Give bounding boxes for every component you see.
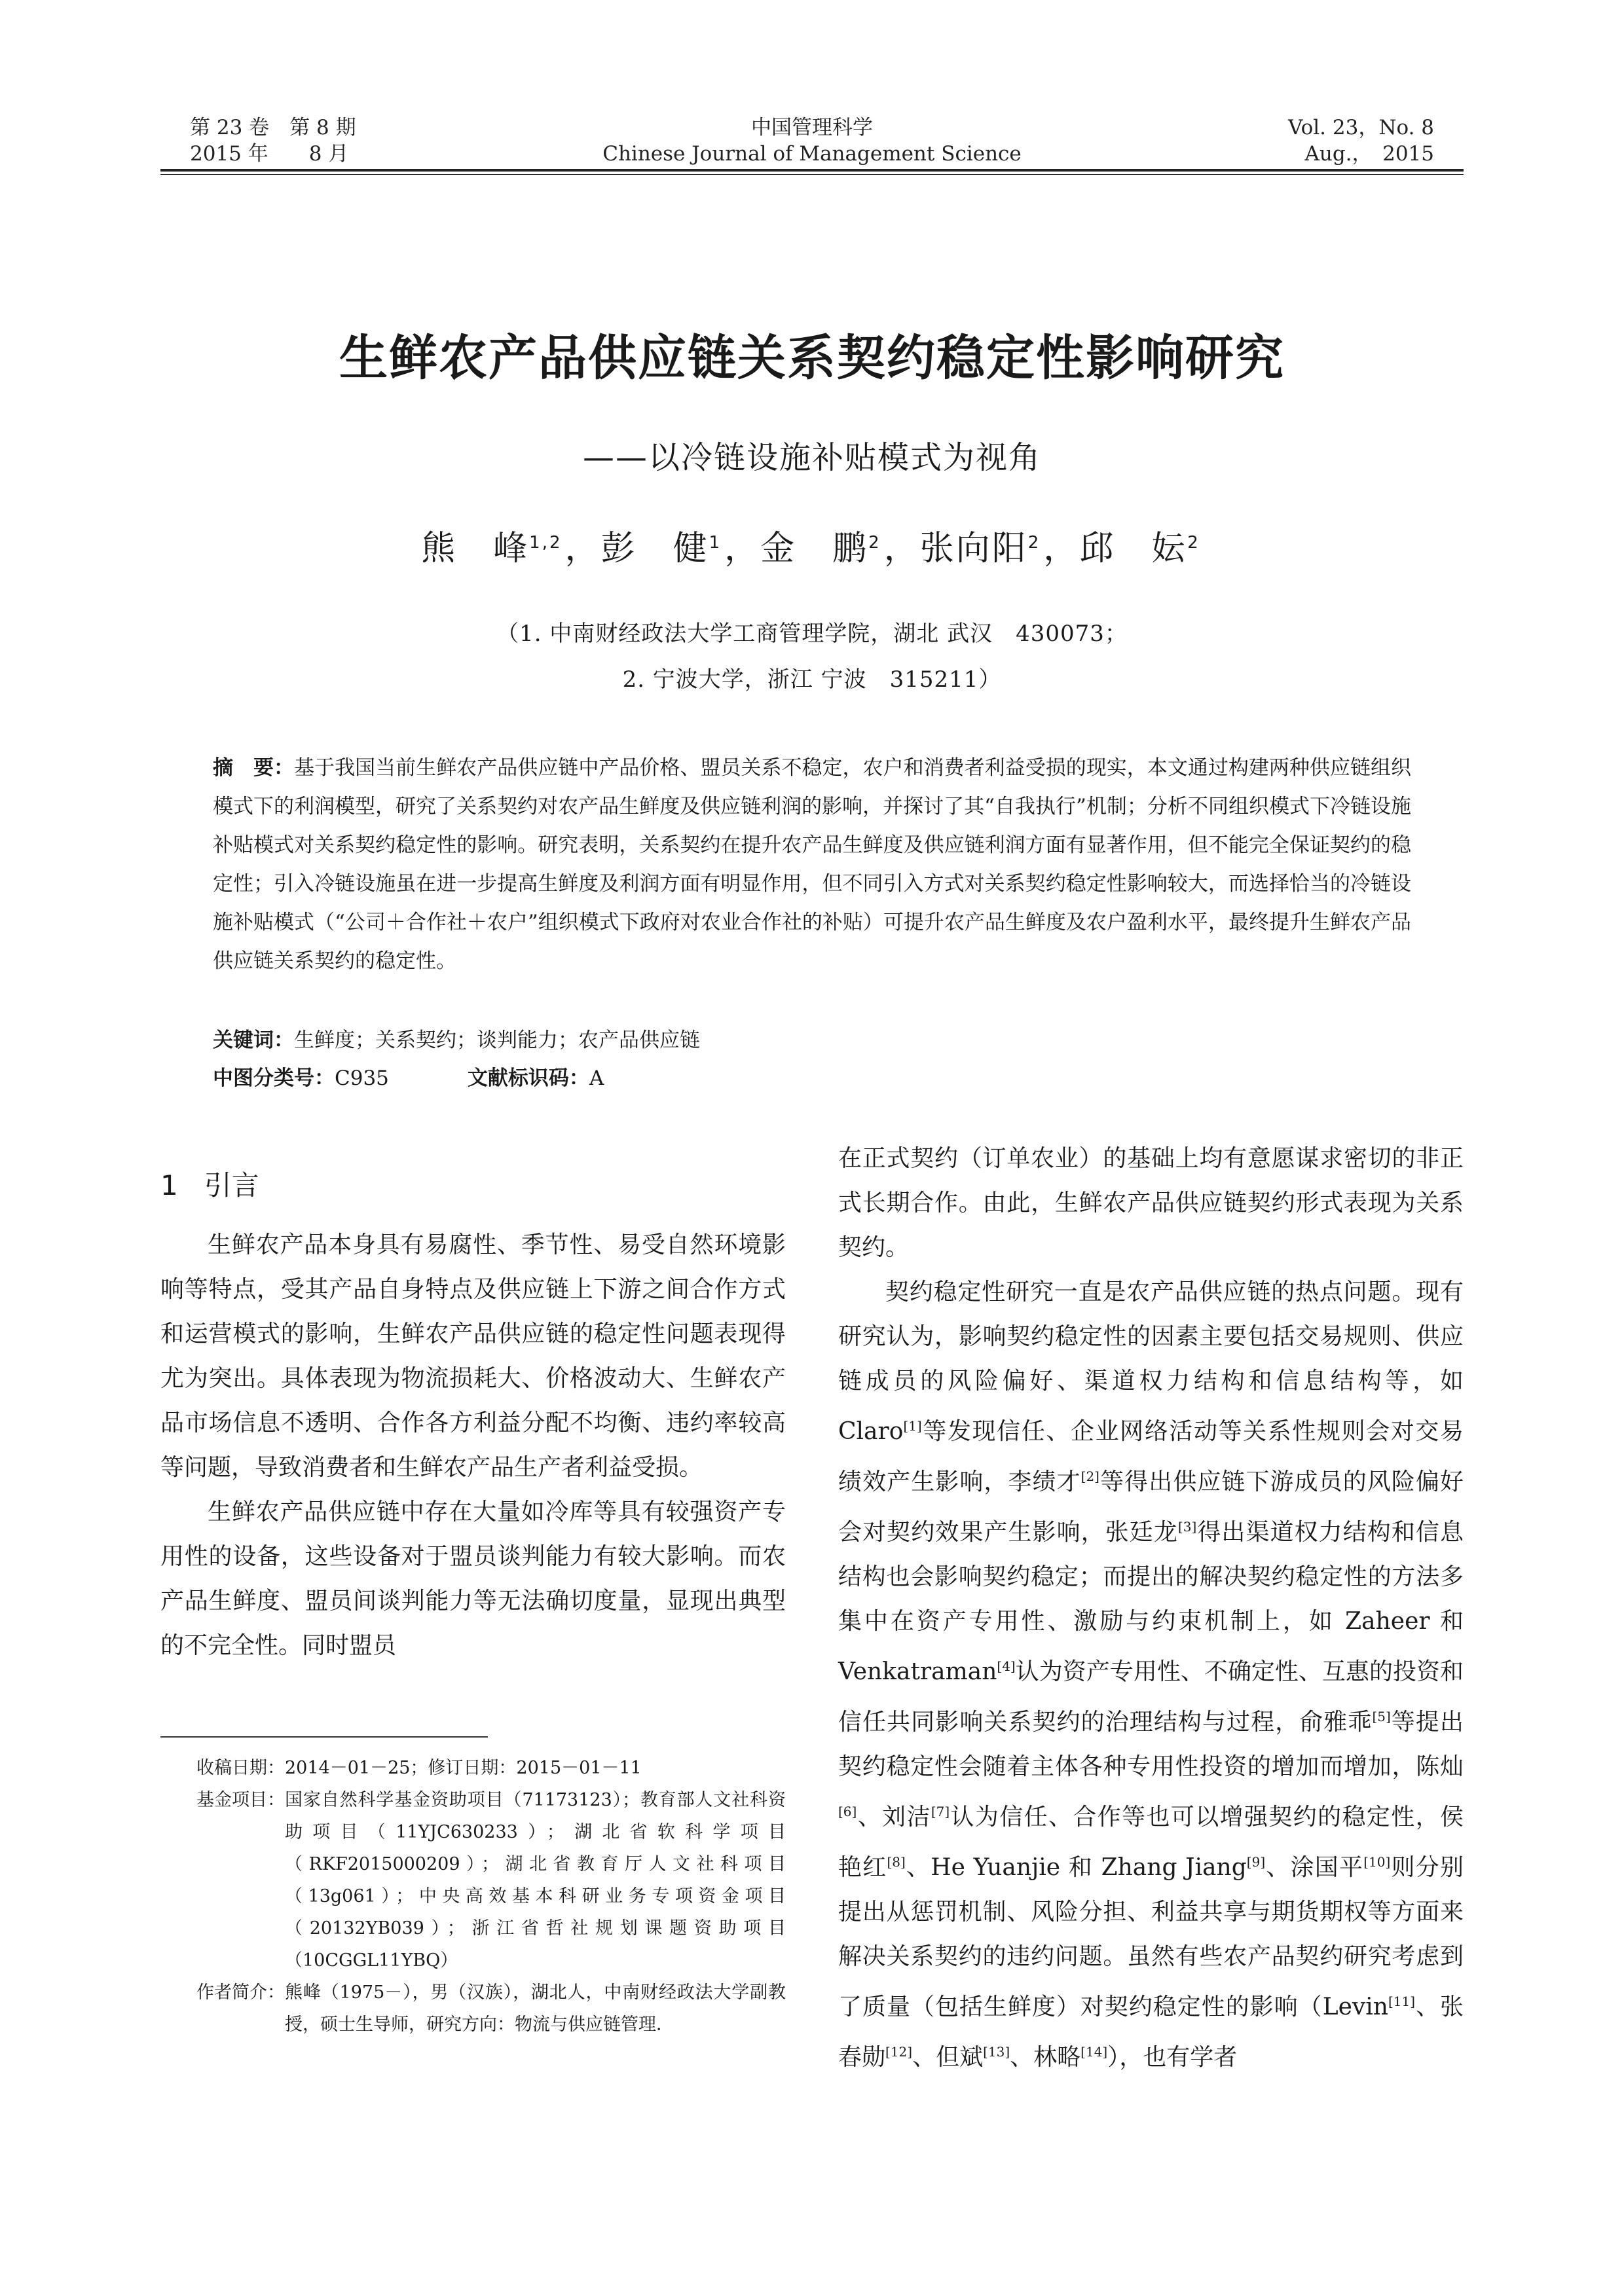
author-affiliation-mark: 2 <box>868 532 881 553</box>
fund-text: 国家自然科学基金资助项目（71173123）；教育部人文社科资助项目（11YJC630233）；湖北省软科学项目（RKF2015000209）；湖北省教育厅人文社科项目（13g061）；中央高效基本科研业务专项资金项目（20132YB039）；浙江省哲社规划课题资助项目（10CGGL11YBQ） <box>285 1790 786 1971</box>
author-separator: ， <box>1043 529 1080 568</box>
keywords-text: 生鲜度；关系契约；谈判能力；农产品供应链 <box>294 1029 700 1052</box>
abstract <box>213 749 1411 981</box>
citation: [6] <box>838 1804 857 1819</box>
volume-issue-en <box>1159 115 1434 167</box>
citation: [4] <box>997 1658 1016 1674</box>
clc-value: C935 <box>335 1066 389 1090</box>
citation: [5] <box>1372 1709 1391 1724</box>
paragraph: 生鲜农产品供应链中存在大量如冷库等具有较强资产专用性的设备，这些设备对于盟员谈判能力有较大影响。而农产品生鲜度、盟员间谈判能力等无法确切度量，显现出典型的不完全性。同时盟员 <box>160 1499 786 1659</box>
text-run: 、刘洁 <box>857 1804 931 1831</box>
text-run: 则分别提出从惩罚机制、风险分担、利益共享与期货期权等方面来解决关系契约的违约问题。虽然有些农产品契约研究考虑到了质量（包括生鲜度）对契约稳定性的影响（Levin <box>838 1854 1464 2020</box>
journal-name-cn: 中国管理科学 <box>751 116 873 139</box>
text-run: 等发现信任、企业网络活动等关系性规则会对交易绩效产生影响，李绩才 <box>838 1418 1464 1495</box>
citation: [8] <box>887 1854 906 1870</box>
citation: [11] <box>1388 1994 1416 2009</box>
author-name: 金 鹏 <box>760 529 869 568</box>
text-run: 认为信任、合作等也可以增强契约的稳定性，侯艳红 <box>838 1804 1464 1881</box>
keywords-label: 关键词： <box>213 1029 294 1052</box>
text-run: 、He Yuanjie 和 Zhang Jiang <box>905 1854 1247 1881</box>
text-run: 、涂国平 <box>1265 1854 1364 1881</box>
received-date <box>196 1752 786 1784</box>
fund-note <box>196 1784 786 1977</box>
author-affiliation-mark: 1 <box>709 532 722 553</box>
paragraph: 生鲜农产品本身具有易腐性、季节性、易受自然环境影响等特点，受其产品自身特点及供应链上下游之间合作方式和运营模式的影响，生鲜农产品供应链的稳定性问题表现得尤为突出。具体表现为物流损耗大、价格波动大、生鲜农产品市场信息不透明、合作各方利益分配不均衡、违约率较高等问题，导致消费者和生鲜农产品生产者利益受损。 <box>160 1231 786 1481</box>
author-bio-text: 熊峰（1975－），男（汉族），湖北人，中南财经政法大学副教授，硕士生导师，研究方向：物流与供应链管理． <box>285 1982 786 2035</box>
text-run: 契约稳定性研究一直是农产品供应链的热点问题。现有研究认为，影响契约稳定性的因素主要包括交易规则、供应链成员的风险偏好、渠道权力结构和信息结构等，如 Claro <box>838 1279 1464 1445</box>
left-column <box>160 1223 786 1668</box>
volume-issue-en-line: Vol. 23，No. 8 <box>1288 116 1434 139</box>
volume-issue-line: 第 23 卷 第 8 期 <box>190 116 356 139</box>
text-run: 认为资产专用性、不确定性、互惠的投资和信任共同影响关系契约的治理结构与过程，俞雅乖 <box>838 1658 1464 1736</box>
author-name: 张向阳 <box>919 529 1028 568</box>
citation: [14] <box>1080 2044 1108 2060</box>
text-run: 、但斌 <box>912 2044 984 2071</box>
doc-code-label: 文献标识码： <box>467 1066 589 1090</box>
text-run: 、林略 <box>1010 2044 1081 2071</box>
author-separator: ， <box>724 529 761 568</box>
author-affiliation-mark: 1,2 <box>529 532 563 553</box>
citation: [9] <box>1246 1854 1266 1870</box>
abstract-text: 基于我国当前生鲜农产品供应链中产品价格、盟员关系不稳定，农户和消费者利益受损的现实，本文通过构建两种供应链组织模式下的利润模型，研究了关系契约对农产品生鲜度及供应链利润的影响，并探讨了其“自我执行”机制；分析不同组织模式下冷链设施补贴模式对关系契约稳定性的影响。研究表明，关系契约在提升农产品生鲜度及供应链利润方面有显著作用，但不能完全保证契约的稳定性；引入冷链设施虽在进一步提高生鲜度及利润方面有明显作用，但不同引入方式对关系契约稳定性影响较大，而选择恰当的冷链设施补贴模式（“公司＋合作社＋农户”组织模式下政府对农业合作社的补贴）可提升农产品生鲜度及农户盈利水平，最终提升生鲜农产品供应链关系契约的稳定性。 <box>213 756 1412 973</box>
author-separator: ， <box>564 529 601 568</box>
keywords <box>213 1021 1411 1060</box>
author-name: 彭 健 <box>600 529 709 568</box>
author-bio-label: 作者简介： <box>196 1982 285 2003</box>
text-run: 等提出契约稳定性会随着主体各种专用性投资的增加而增加，陈灿 <box>838 1709 1464 1780</box>
footnotes <box>196 1752 786 2041</box>
paper-subtitle: ——以冷链设施补贴模式为视角 <box>582 439 1041 476</box>
classification <box>213 1059 1411 1098</box>
text-run: 等得出供应链下游成员的风险偏好会对契约效果产生影响，张廷龙 <box>838 1468 1464 1546</box>
citation: [2] <box>1080 1468 1099 1484</box>
header-rule-thin <box>160 174 1464 175</box>
year-month-line: 2015 年 8 月 <box>190 142 349 166</box>
author-bio <box>196 1977 786 2041</box>
text-run: ），也有学者 <box>1107 2044 1238 2071</box>
author-name: 熊 峰 <box>421 529 530 568</box>
author-list <box>131 520 1493 570</box>
paper-title: 生鲜农产品供应链关系契约稳定性影响研究 <box>339 330 1285 386</box>
affiliation-1: （1. 中南财经政法大学工商管理学院，湖北 武汉 430073； <box>496 621 1128 647</box>
received-text: 2014－01－25；修订日期：2015－01－11 <box>285 1758 642 1778</box>
author-affiliation-mark: 2 <box>1027 532 1041 553</box>
received-label: 收稿日期： <box>196 1758 285 1778</box>
author-affiliation-mark: 2 <box>1187 532 1200 553</box>
section-heading <box>160 1164 750 1203</box>
fund-label: 基金项目： <box>196 1790 285 1810</box>
citation: [7] <box>931 1804 950 1819</box>
affiliation-2: 2. 宁波大学，浙江 宁波 315211） <box>622 666 1002 693</box>
right-column <box>838 1137 1464 2080</box>
author-separator: ， <box>883 529 920 568</box>
paragraph <box>838 1270 1464 2080</box>
citation: [3] <box>1177 1519 1197 1535</box>
header-rule-thick <box>160 169 1464 172</box>
journal-name <box>485 115 1139 167</box>
citation: [1] <box>903 1418 922 1434</box>
section-title: 引言 <box>204 1169 259 1201</box>
footnote-rule <box>160 1736 488 1738</box>
section-number: 1 <box>160 1169 178 1201</box>
citation: [13] <box>983 2044 1010 2060</box>
doc-code-value: A <box>589 1066 604 1090</box>
citation: [10] <box>1363 1854 1391 1870</box>
author-name: 邱 妘 <box>1079 529 1188 568</box>
abstract-label: 摘 要： <box>213 756 295 780</box>
paragraph: 在正式契约（订单农业）的基础上均有意愿谋求密切的非正式长期合作。由此，生鲜农产品供应链契约形式表现为关系契约。 <box>838 1145 1464 1261</box>
volume-issue <box>190 115 465 167</box>
citation: [12] <box>885 2044 913 2060</box>
clc-label: 中图分类号： <box>213 1066 335 1090</box>
date-en-line: Aug.， 2015 <box>1304 142 1434 166</box>
text-run: 得出渠道权力结构和信息结构也会影响契约稳定；而提出的解决契约稳定性的方法多集中在资产专用性、激励与约束机制上，如 Zaheer 和 Venkatraman <box>838 1519 1464 1685</box>
text-run: 、张春勋 <box>838 1994 1464 2071</box>
journal-name-en: Chinese Journal of Management Science <box>602 142 1022 166</box>
